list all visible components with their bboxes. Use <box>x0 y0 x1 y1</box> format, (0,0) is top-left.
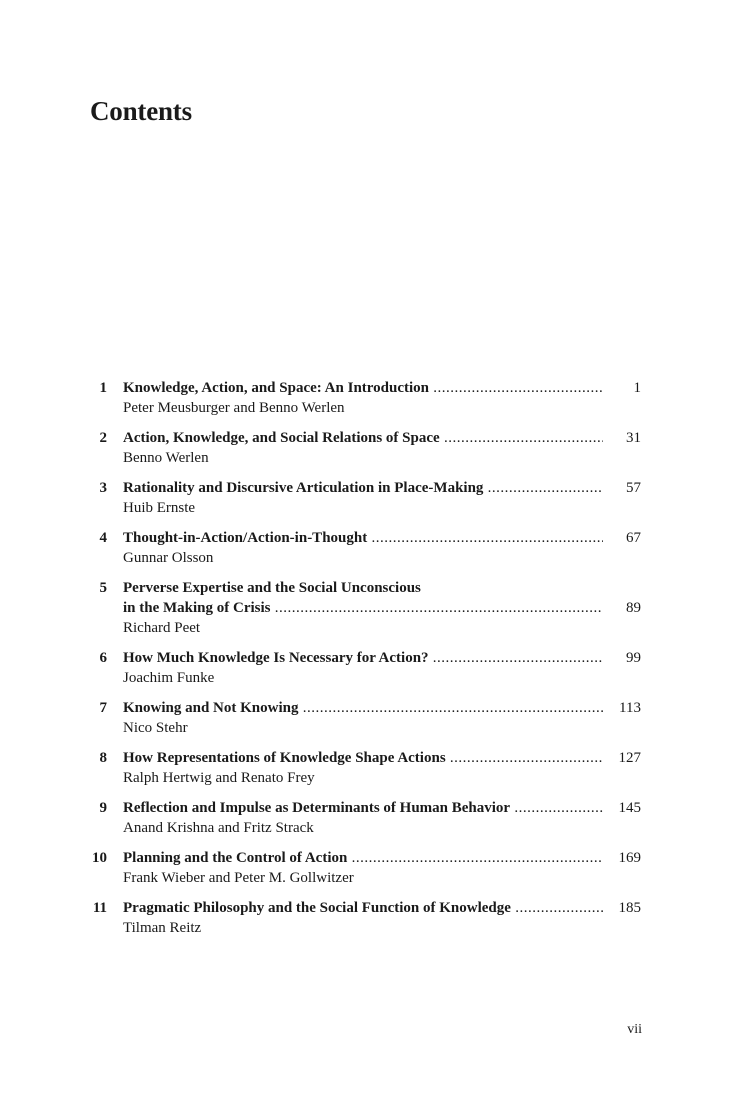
chapter-number: 1 <box>99 380 107 396</box>
chapter-title-text: Rationality and Discursive Articulation in Place-Making <box>123 480 484 496</box>
table-of-contents <box>0 378 732 948</box>
chapter-title[interactable] <box>123 848 603 868</box>
chapter-number: 2 <box>99 430 107 446</box>
chapter-authors: Benno Werlen <box>123 450 209 466</box>
chapter-page-number: 185 <box>618 900 641 916</box>
chapter-authors: Peter Meusburger and Benno Werlen <box>123 400 345 416</box>
chapter-authors: Tilman Reitz <box>123 920 202 936</box>
chapter-authors: Huib Ernste <box>123 500 196 516</box>
chapter-page-number: 89 <box>626 600 641 616</box>
chapter-number: 8 <box>99 750 107 766</box>
toc-entry[interactable] <box>0 578 732 638</box>
chapter-title-text: in the Making of Crisis <box>123 600 271 616</box>
chapter-title-text: How Representations of Knowledge Shape Actions <box>123 750 446 766</box>
chapter-authors: Nico Stehr <box>123 720 188 736</box>
toc-entry[interactable] <box>0 528 732 568</box>
chapter-page-number: 145 <box>618 800 641 816</box>
chapter-number: 5 <box>99 580 107 596</box>
chapter-page-number: 127 <box>618 750 641 766</box>
toc-entry[interactable] <box>0 648 732 688</box>
chapter-title[interactable] <box>123 898 603 918</box>
chapter-title-text: Planning and the Control of Action <box>123 850 348 866</box>
toc-entry[interactable] <box>0 848 732 888</box>
page-number: vii <box>627 1022 642 1037</box>
toc-entry[interactable] <box>0 748 732 788</box>
chapter-title-text: Knowledge, Action, and Space: An Introduction <box>123 380 430 396</box>
chapter-title[interactable] <box>123 748 603 768</box>
chapter-authors: Ralph Hertwig and Renato Frey <box>123 770 315 786</box>
chapter-number: 7 <box>99 700 107 716</box>
chapter-title[interactable] <box>123 428 603 448</box>
chapter-authors: Richard Peet <box>123 620 201 636</box>
chapter-title[interactable] <box>123 478 603 498</box>
chapter-title-text: Pragmatic Philosophy and the Social Function of Knowledge <box>123 900 511 916</box>
chapter-title-text: Thought-in-Action/Action-in-Thought <box>123 530 368 546</box>
chapter-authors: Anand Krishna and Fritz Strack <box>123 820 314 836</box>
chapter-title-text: Action, Knowledge, and Social Relations of Space <box>123 430 440 446</box>
chapter-number: 10 <box>92 850 107 866</box>
toc-entry[interactable] <box>0 478 732 518</box>
chapter-title[interactable] <box>123 798 603 818</box>
chapter-page-number: 57 <box>626 480 641 496</box>
chapter-title-text: Reflection and Impulse as Determinants of Human Behavior <box>123 800 511 816</box>
chapter-title[interactable] <box>123 598 603 618</box>
chapter-authors: Gunnar Olsson <box>123 550 214 566</box>
chapter-title-text: How Much Knowledge Is Necessary for Action? <box>123 650 429 666</box>
chapter-authors: Joachim Funke <box>123 670 215 686</box>
chapter-number: 9 <box>99 800 107 816</box>
toc-entry[interactable] <box>0 428 732 468</box>
chapter-title[interactable] <box>123 648 603 668</box>
toc-entry[interactable] <box>0 898 732 938</box>
chapter-page-number: 113 <box>619 700 641 716</box>
chapter-title[interactable] <box>123 378 603 398</box>
chapter-page-number: 99 <box>626 650 641 666</box>
chapter-authors: Frank Wieber and Peter M. Gollwitzer <box>123 870 354 886</box>
chapter-number: 6 <box>99 650 107 666</box>
toc-entry[interactable] <box>0 378 732 418</box>
toc-entry[interactable] <box>0 698 732 738</box>
chapter-title[interactable] <box>123 578 603 598</box>
chapter-page-number: 169 <box>618 850 641 866</box>
chapter-title-text: Knowing and Not Knowing <box>123 700 299 716</box>
chapter-page-number: 31 <box>626 430 641 446</box>
chapter-number: 4 <box>99 530 107 546</box>
chapter-number: 11 <box>92 900 107 916</box>
chapter-title-text: Perverse Expertise and the Social Unconscious <box>123 580 421 596</box>
page-title: Contents <box>90 96 192 126</box>
chapter-title[interactable] <box>123 528 603 548</box>
chapter-number: 3 <box>99 480 107 496</box>
toc-entry[interactable] <box>0 798 732 838</box>
chapter-page-number: 1 <box>633 380 641 396</box>
chapter-page-number: 67 <box>626 530 641 546</box>
chapter-title[interactable] <box>123 698 603 718</box>
